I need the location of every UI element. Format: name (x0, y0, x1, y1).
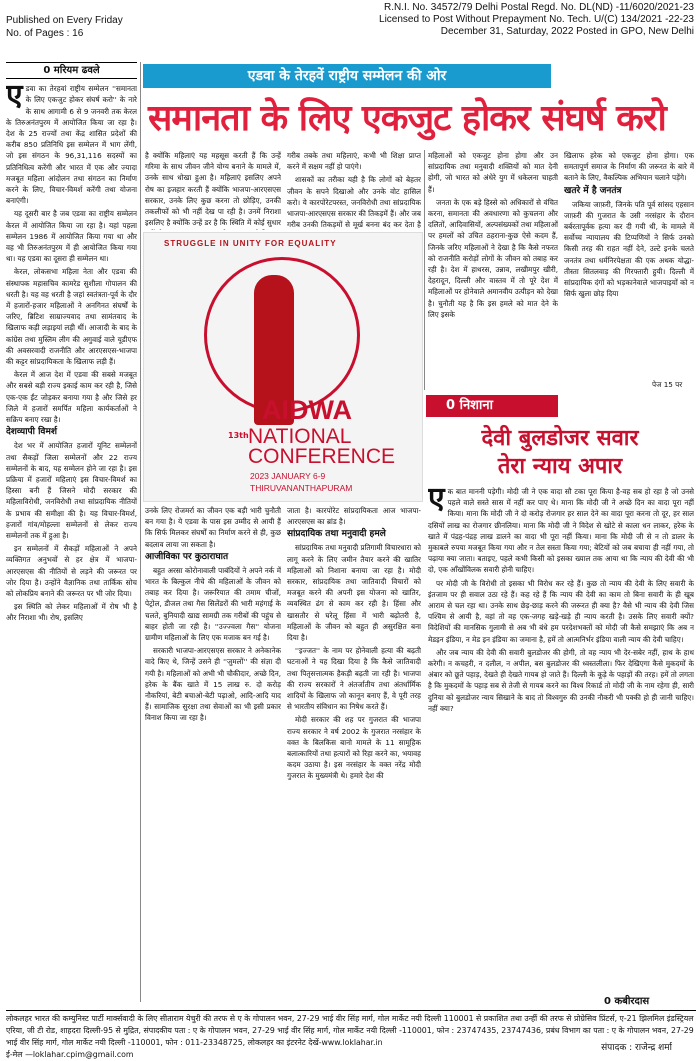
paragraph: क बात माननी पड़ेगी। मोदी जी ने एक वादा सौ टका पूरा किया है-वह सब हो रहा है जो उनसे पहले वाले सस्ते सास में नहीं कर पाए थे। माना कि मोदी जी ने अच्छे दिन का वादा पूरा नहीं किया। माना कि मोदी जी ने दो करोड़ रोजगार हर साल देने का वादा पूरा करना तो दूर, हर साल दसियों लाख का रोजगार छीनलिया। माना कि मोदी जी ने विदेश से खोटे से काला धन लाकर, हरेक के खाते में पंद्रह-पंद्रह लाख डालने का वादा भी पूरा नहीं किया। माना कि मोदी जी से न तो डालर के मुकाबले रुपया मजबूत किया गया और न तेल सस्ता किया गया; बेटियों को जब बचाया ही नहीं गया, तो पढ़ाया क्या जाता। बताइए, पहले कभी किसी को इसका ख्याल तक आया था कि न्याय की देवी की भी दो, एक आँखोंविलक सवारी होनी चाहिए। (428, 487, 694, 575)
poster-aidwa-logo: AIDWA (262, 395, 352, 425)
article-column-3 (287, 505, 421, 1005)
poster-conference: CONFERENCE (248, 445, 396, 468)
paragraph: गरीब तबके तथा महिलाएं, कभी भी शिक्षा प्राप्त करने में सक्षम नहीं हो पाएंगे। (287, 151, 421, 172)
imprint-footer (6, 1010, 696, 1061)
masthead-left (6, 14, 123, 40)
satire-headline-line-2: तेरा न्याय अपार (497, 453, 623, 479)
satire-body (428, 486, 694, 991)
drop-cap: ए (428, 486, 445, 516)
article-column-3-top (287, 150, 421, 230)
paragraph: डवा का तेरहवां राष्ट्रीय सम्मेलन ''समानता के लिए एकजुट होकर संघर्ष करो'' के नारे के साथ आगामी 6 से 9 जनवरी तक केरल के तिरुअनंतपुरम में आयोजित किया जा रहा है। देश के 25 राज्यों तथा केंद्र शासित प्रदेशों की करीब 850 प्रतिनिधि इस सम्मेलन में भाग लेंगी, जो इस संगठन के 96,31,116 सदस्यों का प्रतिनिधित्व करेंगी और भारत में एक और ज्यादा मजबूत महिला आंदोलन तथा संगठन का निर्माण करने के लिए, विचार-विमर्श करेंगी तथा योजना बनाएंगी। (6, 84, 137, 206)
drop-cap: ए (6, 78, 23, 114)
conference-poster (143, 232, 423, 502)
satire-headline (426, 424, 694, 480)
article-column-4 (428, 150, 558, 390)
author-byline: 0 मरियम ढवले (6, 62, 137, 79)
article-column-2 (145, 505, 281, 1005)
poster-conference-name (248, 427, 395, 467)
article-column-5 (564, 150, 694, 382)
poster-national: NATIONAL (248, 425, 352, 448)
paragraph: बहुत अरसा कोरोनावाली पाबंदियों ने अपने नर्क में भारत के बिल्कुल नीचे की महिलाओं के जीवन को तबाह कर दिया है। जरूरियात की तमाम चीजों, पेट्रोल, डीजल तथा गैस सिलेंडरों की भारी महंगाई के चलते, बुनियादी खाद्य सामग्री तक गरीबों की पहुंच से बाहर होती जा रही है। ''उज्ज्वला गैस'' योजना ग्रामीण महिलाओं के लिए एक मजाक बन गई है। (145, 565, 281, 643)
satire-author: 0 कबीरदास (604, 996, 650, 1007)
poster-dates: 2023 JANUARY 6-9 (250, 471, 326, 481)
paragraph: है क्योंकि महिलाएं यह महसूस करती हैं कि उन्हें गरिमा के साथ जीवन जीने योग्य बनाने के मामले में, उनके साथ धोखा हुआ है। महिलाएं इसलिए अपने रोष का इजहार करती हैं क्योंकि भाजपा-आरएसएस सरकार, उनके लिए कुछ करना तो छोड़िए, उनकी तकलीफों को भी नहीं देख पा रही है। उनमें निराशा इसलिए है क्योंकि उन्हें डर है कि स्थिति में कोई सुधार (145, 151, 281, 228)
paragraph: देश भर में आयोजित हजारों यूनिट सम्मेलनों तथा सैकड़ों जिला सम्मेलनों और 22 राज्य सम्मेलनों के बाद, यह सम्मेलन होने जा रहा है। इस प्रक्रिया में हजारों महिलाएं इस विचार-विमर्श का हिस्सा बनी हैं जिसने मोदी सरकार की महिलाविरोधी, जनविरोधी तथा सांप्रदायिक नीतियों के प्रभाव की समीक्षा की है। यह विचार-विमर्श, हजारों गांव/मोहल्ला सम्मेलनों से लेकर राज्य सम्मेलनों तक में हुआ है। (6, 441, 137, 540)
paragraph: जकिया जाफ़री, जिनके पति पूर्व सांसद एहसान जाफ़री की गुजरात के उसी नरसंहार के दौरान बर्बरतापूर्वक हत्या कर दी गयी थी, के मामले में सर्वोच्च न्यायालय की टिप्पणियों ने सिर्फ उनको किसी तरह की राहत नहीं देने, उल्टे इनके चलते जनतंत्र तथा धर्मनिरपेक्षता की एक अथक योद्धा-तीस्ता सितलवाड़ की गिरफ्तारी हुयी। दिल्ली में सांप्रदायिक दंगों को भड़कानेवाले भाजपाइयों को न सिर्फ खुला छोड़ दिया (564, 199, 694, 299)
paragraph: इस स्थिति को लेकर महिलाओं में रोष भी है और निराशा भी। रोष, इसलिए (6, 602, 137, 623)
paragraph: और जब न्याय की देवी की सवारी बुलडोजर की होगी, तो वह न्याय भी देर-सबेर नहीं, हाथ के हाथ करेगी। न कचहरी, न दलील, न अपील, बस बुलडोजर की ध्वस्तलीला। फिर देखिएगा कैसे मुकदमों के अंबार को छूते पहाड़, देखते ही देखते गायब हो जाते हैं। दिल्ली के कूड़े के पहाड़ों की तरह। हमें तो लगता है कि मुकदमों के पहाड़ सब से तेजी से गायब करने का विश्व रिकार्ड तो मोदी जी के नाम रहेगा ही, सारी दुनिया को बुलडोजर न्याय सिखाने के बाद तो विश्वगुरु की उनकी नौकरी भी पक्की हो ही जानी चाहिए। नहीं क्या? (428, 647, 694, 713)
postal-licence: Licensed to Post Without Prepayment No. Tech. U/(C) 134/2021 -22-23 (379, 14, 694, 25)
paragraph: उनके लिए रोजमर्रा का जीवन एक बड़ी भारी चुनौती बन गया है। ये एडवा के पास इस उम्मीद से आयी हैं कि सिर्फ मिलकर संघर्षों का निर्माण करने से ही, कुछ बदलाव लाया जा सकता है। (145, 506, 281, 549)
section-banner: एडवा के तेरहवें राष्ट्रीय सम्मेलन की ओर (143, 64, 551, 88)
column-divider (424, 150, 425, 390)
paragraph: पर मोदी जी के विरोधी तो इसका भी विरोध कर रहे हैं। कुछ तो न्याय की देवी के लिए सवारी के इंतजाम पर ही सवाल उठा रहे हैं। कह रहे हैं कि न्याय की देवी का काम तो बिना सवारी के ही खूब आराम से चल रहा था। उनके साथ छेड़-छाड़ करने की जरूरत ही क्या है? वैसे भी न्याय की देवी जिस पश्चिम से आयी है, वहां तो वह एक-जगह खड़े-खड़े ही न्याय करती है। उसके लिए सवारी क्यों? विदेशियों की मानसिक गुलामी से अब भी बंधे हम परदेशभक्तों को मोदी जी कैसे समझाएं कि अब न मेडइन इंडिया, न मेड इन इंडिया का जमाना है, हमें तो आत्मनिर्भर इंडिया वाली न्याय की देवी चाहिए। (428, 578, 694, 644)
paragraph: ''इज्जत'' के नाम पर होनेवाली हत्या की बढ़ती घटनाओं ने यह दिखा दिया है कि कैसे जातिवादी तथा पितृसत्तात्मक हैकड़ी बढ़ती जा रही है। भाजपा की राज्य सरकारों ने अंतर्जातीय तथा अंतर्धार्मिक शादियों के खिलाफ जो कानून बनाए हैं, वे पूरी तरह से भारतीय संविधान का निषेध करते हैं। (287, 646, 421, 712)
paragraph: शासकों का तरीका यही है कि लोगों को बेहतर जीवन के सपने दिखाओ और उनके वोट हासिल करो। ये कारपोरेटपरस्त, जनविरोधी तथा सांप्रदायिक भाजपा-आरएसएस सरकार की तिकड़में हैं। और जब गरीब उनकी तिकड़मों से मूर्ख बनना बंद कर देता है (287, 175, 421, 230)
article-column-1 (6, 62, 137, 1002)
page-headline: समानता के लिए एकजुट होकर संघर्ष करो (148, 97, 666, 139)
publication-frequency: Published on Every Friday (6, 15, 123, 26)
subheading: खतरे में है जनतंत्र (564, 185, 622, 196)
satire-headline-line-1: देवी बुलडोजर सवार (481, 425, 639, 451)
poster-ordinal: 13th (228, 431, 249, 440)
paragraph: सरकारी भाजपा-आरएसएस सरकार ने अनेकानेक वादे किए थे, जिन्हें उसने ही ''जुमलों'' की संज्ञा दी गयी है। महिलाओं को अभी भी चौकीदार, अच्छे दिन, हरेक के बैंक खाते में 15 लाख रु. दो करोड़ नौकरियां, बेटी बचाओ-बेटी पढ़ाओ, आदि-आदि याद हैं। सामाजिक सुरक्षा तथा सेवाओं का भी इसी प्रकार विनाश किया जा रहा है। (145, 646, 281, 723)
editor-credit: संपादक : राजेन्द्र शर्मा (601, 1043, 672, 1053)
registration-number: R.N.I. No. 34572/79 Delhi Postal Regd. No. DL(ND) -11/6020/2021-23 (384, 2, 694, 13)
subheading: देशव्यापी विमर्श (6, 427, 57, 438)
article-column-2-top (145, 150, 281, 230)
subheading: सांप्रदायिक तथा मनुवादी हमले (287, 529, 386, 540)
subheading: आजीविका पर कुठाराघात (145, 551, 229, 562)
poster-slogan: STRUGGLE IN UNITY FOR EQUALITY (164, 239, 337, 248)
imprint-text: लोकलहर भारत की कम्युनिस्ट पार्टी मार्क्सवादी के लिए सीताराम येचुरी की तरफ से ए के गोपालन भवन, 27-29 भाई वीर सिंह मार्ग, गोल मार्केट नयी दिल्ली 110001 से प्रकाशित तथा उन्हीं की तरफ से प्रोग्रेसिव प्रिंटर्स, ए-21 झिलमिल इंडस्ट्रियल एरिया, जी टी रोड, शाहदरा दिल्ली-95 से मुद्रित, संपादकीय पता : ए के गोपालन भवन, 27-29 भाई वीर सिंह मार्ग, गोल मार्केट नयी दिल्ली -110001, फोन : 23747435, 23747436, प्रबंध विभाग का पता : ए के गोपालन भवन, 27-29 भाई वीर सिंह मार्ग, गोल मार्केट नयी दिल्ली -110001, फोन : 011-23348725, लोकलहर का इंटरनेट देखें-www.loklahar.in (6, 1014, 694, 1047)
paragraph: खिलाफ हरेक को एकजुट होना होगा। एक समतापूर्ण समाज के निर्माण की जरूरत के बारे में बताने के लिए, वैकल्पिक अभियान चलाने पड़ेंगे। (564, 151, 694, 183)
paragraph: केरल, लोकसभा महिला नेता और एडवा की संस्थापक महासचिव कामरेड सुशीला गोपालन की धरती है। यह वह धरती है जहां स्वतंत्रता-पूर्व के दौर में हजारों-हजार महिलाओं ने अनगिनत संघर्षों के जरिए, ब्रिटिश साम्राज्यवाद तथा सामंतवाद के खिलाफ कड़ी लड़ाइयां लड़ी थीं। आजादी के बाद के कांग्रेस तथा मुस्लिम लीग की अगुवाई वाले यूडीएफ की अवसरवादी राजनीति और आरएसएस-भाजपा की कट्टर सांप्रदायिकता के खिलाफ लड़ी हैं। (6, 267, 137, 367)
contact-email: ई-मेल —loklahar.cpim@gmail.com (6, 1050, 134, 1059)
paragraph: जाता है। कारपोरेट सांप्रदायिकता आज भाजपा-आरएसएस का ब्रांड है। (287, 506, 421, 527)
page-count: No. of Pages : 16 (6, 28, 84, 39)
satire-column-label: 0 निशाना (426, 395, 558, 417)
paragraph: जनता के एक बड़े हिस्से को अधिकारों से वंचित करना, समानता की अवधारणा को कुचलना और दलितों, आदिवासियों, अल्पसंख्यकों तथा महिलाओं पर हमलों को उचित ठहराना-कुछ ऐसे कदम हैं, जिनके जरिए महिलाओं ने देखा है कि कैसे नफरत को राजनीति करोड़ों लोगों के जीवन को तबाह कर रही है। देश में हाथरस, उन्नाव, लखीमपुर खीरी, देहरादून, दिल्ली और वास्तव में तो पूरे देश में महिलाओं पर होनेवाले अमानवीय उत्पीड़न को देखा है। चुनौती यह है कि इस हमले को मात देने के लिए इसके (428, 197, 558, 319)
paragraph: केरल में आज देश में एडवा की सबसे मजबूत और सबसे बड़ी राज्य इकाई काम कर रही है, जिसे एक-एक ईंट जोड़कर बनाया गया है और जिसे हर जिले में हजारों समर्पित महिला कार्यकर्ताओं ने सक्रिय बनाए रखा है। (6, 370, 137, 425)
paragraph: महिलाओं को एकजुट होना होगा और उन सांप्रदायिक तथा मनुवादी शक्तियों को मात देनी होगी, जो भारत को अंधेरे युग में धकेलना चाहती हैं। (428, 151, 558, 194)
paragraph: सांप्रदायिक तथा मनुवादी प्रतिगामी विचारधारा को लागू करने के लिए जमीन तैयार करने की खातिर महिलाओं को निशाना बनाया जा रहा है। मोदी सरकार, सांप्रदायिक तथा जातिवादी विचारों को मजबूत करने की अपनी इस योजना को खातिर, व्यवस्थित ढंग से काम कर रही है। हिंसा और खासतौर से घरेलू हिंसा में भारी बढ़ोतरी है, महिलाओं के जीवन को बहुत ही असुरक्षित बना दिया है। (287, 543, 421, 643)
continued-page-reference: पेज 15 पर (652, 380, 683, 389)
paragraph: मोदी सरकार की शह पर गुजरात की भाजपा राज्य सरकार ने वर्ष 2002 के गुजरात नरसंहार के वक्त के बिलकिस बानो मामले के 11 सामूहिक बलात्कारियों तथा हत्यारों को रिहा करने का, भयावह कदम उठाया है। इस नरसंहार के वक्त नरेंद्र मोदी गुजरात के मुख्यमंत्री थे। हमारे देश की (287, 715, 421, 781)
masthead-right (379, 2, 694, 38)
issue-date: December 31, Saturday, 2022 Posted in GPO, New Delhi (440, 26, 694, 37)
poster-venue: THIRUVANANTHAPURAM (250, 483, 353, 493)
column-divider (140, 62, 141, 1002)
paragraph: इन सम्मेलनों में सैकड़ों महिलाओं ने अपने व्यक्तिगत अनुभवों से हर क्षेत्र में भाजपा-आरएसएस की नीतियों से लड़ने की जरूरत पर जोर दिया है। उन्होंने वैज्ञानिक तथा तार्किक सोच को लोकप्रिय बनाने की जरूरत पर भी जोर दिया। (6, 544, 137, 598)
paragraph: यह दूसरी बार है जब एडवा का राष्ट्रीय सम्मेलन केरल में आयोजित किया जा रहा है। यहां पहला सम्मेलन 1986 में आयोजित किया गया था और वह भी तिरुअनंतपुरम में ही आयोजित किया गया था। यह एडवा का दूसरा ही सम्मेलन था। (6, 209, 137, 264)
